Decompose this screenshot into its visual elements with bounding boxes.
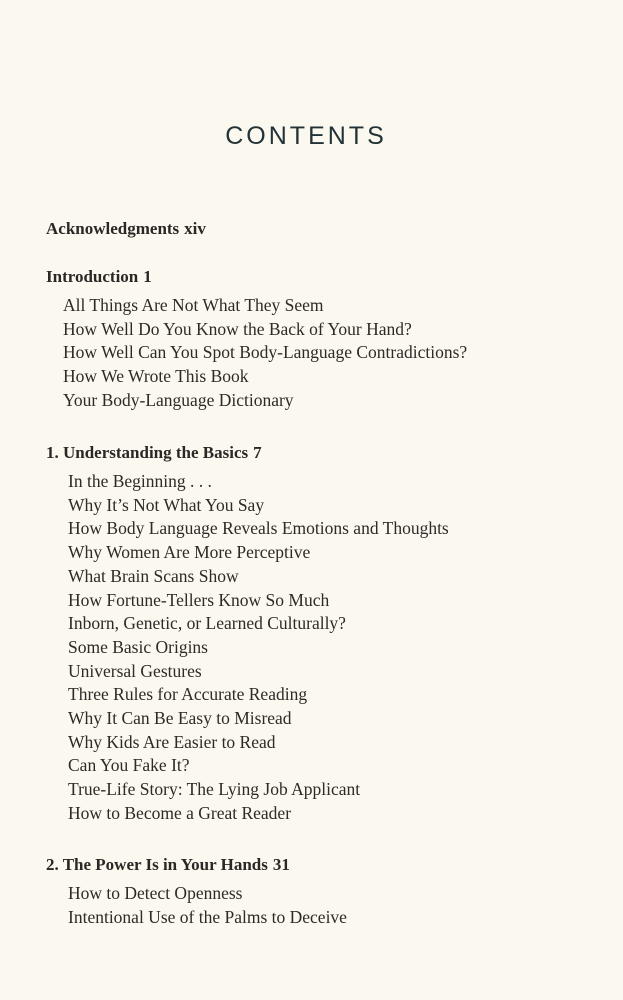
toc-entry: Some Basic Origins: [68, 636, 208, 657]
toc-entry: How Well Can You Spot Body-Language Contradictions?: [63, 342, 468, 363]
toc-entry: Why It Can Be Easy to Misread: [68, 708, 292, 729]
chapter-1-entry-list: [68, 470, 449, 826]
chapter-2-label: 2. The Power Is in Your Hands: [46, 855, 268, 874]
introduction-entry-list: [63, 294, 467, 413]
toc-entry: Why It’s Not What You Say: [68, 494, 265, 515]
chapter-1-heading: [46, 443, 262, 463]
toc-entry: True-Life Story: The Lying Job Applicant: [68, 779, 361, 800]
chapter-1-page-number: 7: [253, 443, 262, 462]
toc-entry: How Fortune-Tellers Know So Much: [68, 589, 330, 610]
page-title: CONTENTS: [225, 122, 387, 150]
toc-entry: How We Wrote This Book: [63, 366, 249, 387]
chapter-2-heading: [46, 855, 290, 875]
toc-entry: Three Rules for Accurate Reading: [68, 684, 308, 705]
toc-entry: In the Beginning . . .: [68, 471, 212, 491]
toc-entry: Inborn, Genetic, or Learned Culturally?: [68, 613, 346, 634]
toc-entry: Can You Fake It?: [68, 755, 190, 776]
chapter-2-page-number: 31: [272, 855, 290, 874]
introduction-label: Introduction: [46, 267, 139, 286]
toc-entry: Your Body-Language Dictionary: [63, 389, 294, 410]
acknowledgments-heading: [46, 219, 206, 239]
toc-entry: How Body Language Reveals Emotions and Thoughts: [68, 518, 449, 539]
toc-entry: Why Women Are More Perceptive: [68, 542, 311, 563]
acknowledgments-page-number: xiv: [184, 219, 206, 238]
toc-entry: All Things Are Not What They Seem: [63, 295, 324, 315]
toc-entry: How to Become a Great Reader: [68, 802, 292, 823]
toc-entry: What Brain Scans Show: [68, 565, 239, 586]
chapter-1-label: 1. Understanding the Basics: [46, 443, 249, 462]
toc-entry: How Well Do You Know the Back of Your Hand?: [63, 318, 412, 339]
toc-entry: Why Kids Are Easier to Read: [68, 731, 276, 752]
introduction-page-number: 1: [143, 267, 152, 286]
introduction-heading: [46, 267, 152, 287]
acknowledgments-label: Acknowledgments: [46, 219, 180, 238]
toc-entry: Intentional Use of the Palms to Deceive: [68, 906, 347, 927]
toc-entry: How to Detect Openness: [68, 883, 243, 903]
chapter-2-entry-list: [68, 882, 347, 929]
toc-entry: Universal Gestures: [68, 660, 202, 681]
